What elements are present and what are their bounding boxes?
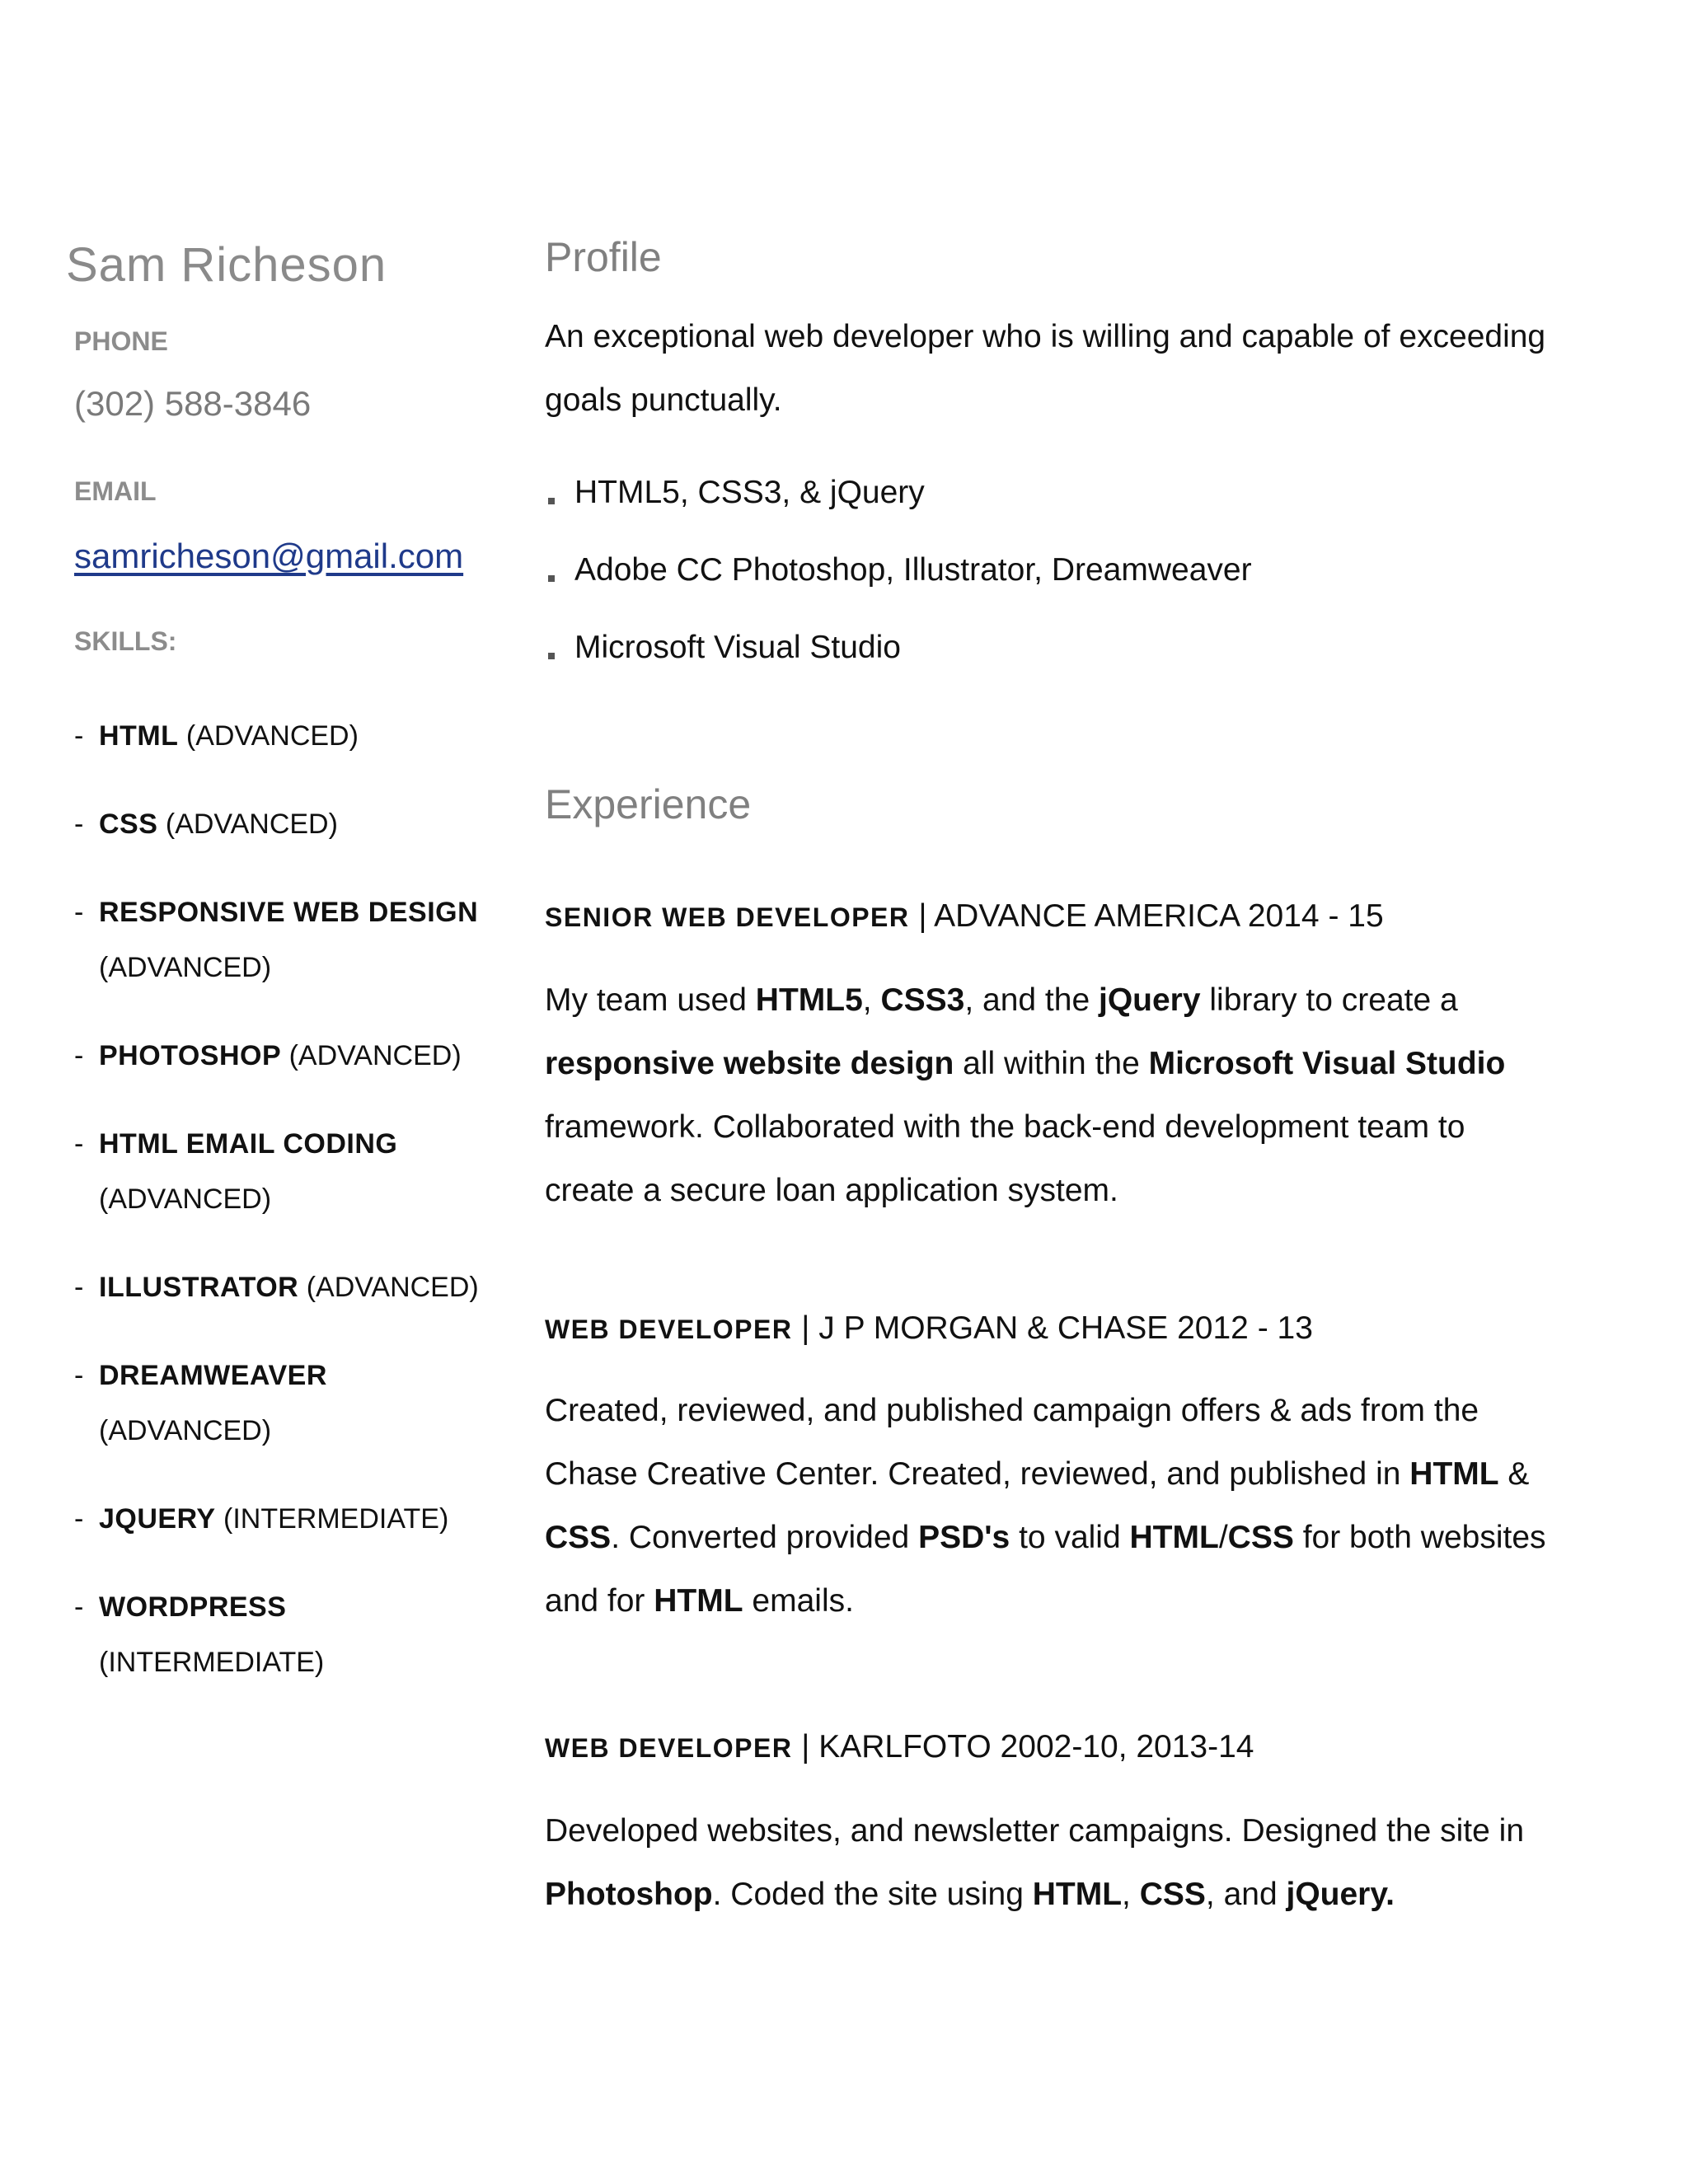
job-header [545,1310,1313,1347]
job-title: SENIOR WEB DEVELOPER [545,902,910,932]
phone-number: (302) 588-3846 [74,384,312,423]
skill-item: - WORDPRESS (INTERMEDIATE) [74,1591,325,1678]
skills-list [74,709,503,1723]
bullet-text: Adobe CC Photoshop, Illustrator, Dreamweaver [574,552,1252,588]
profile-heading: Profile [545,234,662,280]
skill-name: CSS [99,808,158,840]
skill-name: JQUERY [99,1503,216,1535]
profile-summary: An exceptional web developer who is willing and capable of exceeding goals punctually. [545,319,1546,418]
square-bullet-icon [548,653,555,659]
skill-name: ILLUSTRATOR [99,1272,299,1303]
skill-level: (ADVANCED) [306,1272,479,1303]
skill-name: HTML EMAIL CODING [99,1128,398,1160]
skill-level: (ADVANCED) [165,808,338,840]
bullet-text: HTML5, CSS3, & jQuery [574,475,925,510]
skill-item: - HTML EMAIL CODING (ADVANCED) [74,1128,398,1215]
sidebar [0,0,511,2184]
list-item [545,618,1252,696]
square-bullet-icon [548,575,555,582]
skill-level: (ADVANCED) [99,1183,272,1215]
skill-item: - ILLUSTRATOR (ADVANCED) [74,1272,479,1303]
skills-label: SKILLS: [74,626,177,656]
job-company: KARLFOTO 2002-10, 2013-14 [818,1729,1254,1765]
skill-item: - DREAMWEAVER (ADVANCED) [74,1360,327,1446]
skill-level: (ADVANCED) [185,720,359,752]
square-bullet-icon [548,498,555,504]
skill-name: HTML [99,720,179,752]
job-description: My team used HTML5, CSS3, and the jQuery library to create a responsive website design all within the Microsoft Visual Studio framework. Collaborated with the back-end development team to create a secure loan application system. [545,982,1506,1208]
job-header [545,1729,1254,1765]
skill-item: - JQUERY (INTERMEDIATE) [74,1503,449,1535]
skill-name: RESPONSIVE WEB DESIGN [99,897,479,928]
job-separator: | [792,1729,819,1765]
email-link[interactable]: samricheson@gmail.com [74,537,464,575]
skill-item: - PHOTOSHOP (ADVANCED) [74,1040,462,1071]
job-title: WEB DEVELOPER [545,1315,793,1344]
experience-heading: Experience [545,781,752,827]
candidate-name: Sam Richeson [66,238,387,292]
skill-name: PHOTOSHOP [99,1040,282,1071]
list-item [545,541,1252,618]
job-header [545,898,1384,935]
skill-level: (INTERMEDIATE) [223,1503,449,1535]
job-description: Developed websites, and newsletter campaigns. Designed the site in Photoshop. Coded the site using HTML, CSS, and jQuery. [545,1813,1525,1912]
phone-label: PHONE [74,326,168,356]
skill-item: - CSS (ADVANCED) [74,808,338,840]
job-company: ADVANCE AMERICA 2014 - 15 [934,898,1384,934]
job-description: Created, reviewed, and published campaign offers & ads from the Chase Creative Center. Created, reviewed, and published in HTML & CSS. Converted provided PSD's to valid HTML/CSS for both websites and for HTML emails. [545,1393,1546,1619]
skill-level: (ADVANCED) [99,1415,272,1446]
skill-level: (ADVANCED) [288,1040,462,1071]
skill-name: WORDPRESS [99,1591,287,1623]
email-label: EMAIL [74,476,157,506]
skill-name: DREAMWEAVER [99,1360,327,1391]
skill-level: (INTERMEDIATE) [99,1647,325,1678]
job-separator: | [909,898,935,934]
job-title: WEB DEVELOPER [545,1733,793,1763]
skill-item: - RESPONSIVE WEB DESIGN (ADVANCED) [74,897,479,983]
list-item [545,463,1252,541]
profile-bullets [545,463,1252,696]
job-separator: | [792,1310,819,1346]
skill-item: - HTML (ADVANCED) [74,720,359,752]
name-heading-clip [66,227,495,292]
skill-level: (ADVANCED) [99,952,272,983]
bullet-text: Microsoft Visual Studio [574,630,901,665]
job-company: J P MORGAN & CHASE 2012 - 13 [818,1310,1313,1346]
